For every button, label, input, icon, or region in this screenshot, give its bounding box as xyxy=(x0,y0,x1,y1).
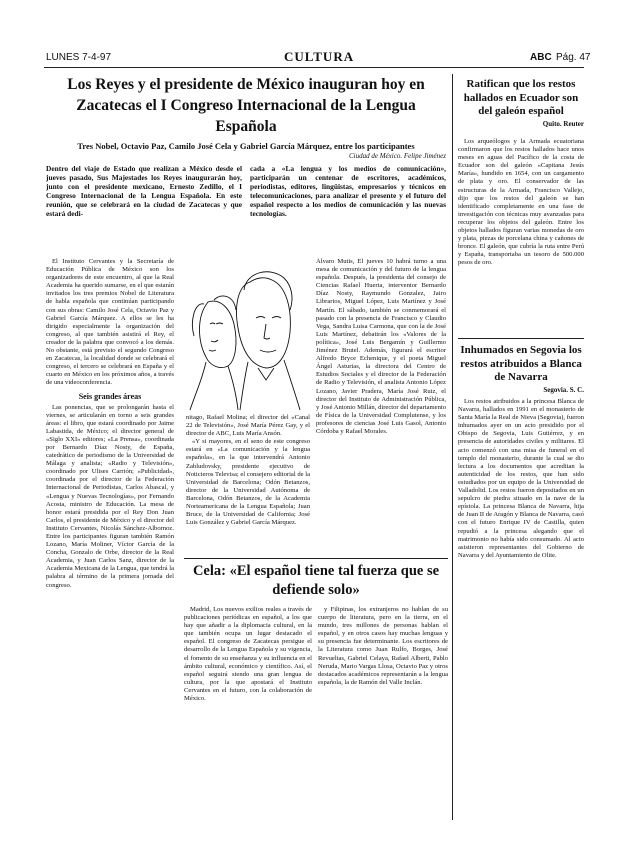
page-number: Pág. 47 xyxy=(556,52,591,63)
article-column-3: Álvaro Mutis, El jueves 10 habrá turno a una mesa de comunicación y del futuro de la lengua española. Después, la presidenta del consejo de Ciencias Rafael Huerta, interventor Bernardo Díaz Nosty, Raymundo Gonzalez, Jairo Librarios, Miguel López, Luis Martínez y José Martín. El sábado, también se conmemorará el pasado con la presencia de Francisco y Claudio Vega, Sandra Luisa Carmona, que con la de José Luis Martínez, debatirán los «Valores de la política», José Luis Bergamín y Guillermo Jiménez Brutel. Además, figurará el escritor Alfredo Bryce Echenique, y el poeta Miguel Ángel Asturias, la directora del Centro de Estudios Sociales y el director de la Federación de Radio y Televisión, el analista Antonio López Lozano, Javier Pradera, María José Ruiz, el director del Instituto de Administración Pública, y José Antonio Millán, director del departamento de Física de la Universidad Complutense, y los profesores de ciencias José Luis Gasol, Antonio Córdoba y Rafael Morales. xyxy=(316,258,446,435)
lead-left: Dentro del viaje de Estado que realizan a México desde el jueves pasado, Sus Majestades los Reyes inaugurarán hoy, junto con el presidente mexicano, Ernesto Zedillo, el I Congreso Internacional de la Lengua Española. En este reunión, que se celebrará en la ciudad de Zacatecas y que estará dedi- xyxy=(46,164,242,218)
portrait-illustration xyxy=(186,262,306,412)
main-headline: Los Reyes y el presidente de México inauguran hoy en Zacatecas el I Congreso Internacional de la Lengua Española xyxy=(67,76,425,135)
photo-caption: nitago, Rafael Molina; el director del «Canal 22 de Televisión», José María Pérez Gay, y el director de ABC, Luis María Ansón. «Y si mayores, en el seno de este congreso estará en «La comunicación y la lengua española», en la que intervendrá Antonio Zabludovsky, presidente ejecutivo de Noticieros Televisa; el consejero editorial de la Universidad de Barcelona; Odón Betanzos, director de la Universidad Autónoma de Barcelona, Odón Betanzos, de la Academia Norteamericana de la Lengua Española; Juan Bruce, de la Universidad de California; José Luis González y Gabriel García Márquez. xyxy=(186,414,310,527)
lead-right: cada a «La lengua y los medios de comunicación», participarán un centenar de escritores, académicos, periodistas, editores, lingüistas, empresarios y técnicos en telecomunicaciones, para analizar el presente y el futuro del español respecto a los medios de comunicación y las nuevas tecnologías. xyxy=(250,164,446,218)
right-headline: Ratifican que los restos hallados en Ecuador son del galeón español xyxy=(463,78,579,117)
second-headline: Inhumados en Segovia los restos atribuidos a Blanca de Navarra xyxy=(460,344,582,383)
main-headline-block xyxy=(46,74,446,162)
main-subhead: Tres Nobel, Octavio Paz, Camilo José Cela y Gabriel García Márquez, entre los participantes xyxy=(77,141,415,151)
right-article-2 xyxy=(458,344,584,396)
paper-name: ABC xyxy=(530,52,552,63)
second-byline: Segovia. S. C. xyxy=(543,385,584,394)
right-column-divider xyxy=(452,74,453,820)
right-article-1-body: Los arqueólogos y la Armada ecuatoriana confirmaron que los restos hallados hace unos meses en aguas del Pacífico de la costa de Ecuador son del galeón «Capitana Jesús María», hundido en 1654, con un cargamento de plata y oro. El conservador de las estructuras de la Armada, Francisco Vallejo, dijo que los restos del galeón se han identificado completamente en una fase de investigación con técnicas muy avanzadas para recuperar los objetos del galeón. Entre los objetos hallados figuran varias monedas de oro y plata, piezas de porcelana china y cañones de bronce. El galeón, que cubría la ruta entre Perú y España, transportaba un tesoro de 500.000 pesos de oro. xyxy=(458,138,584,267)
right-divider xyxy=(458,338,584,339)
cela-column-2: y Filipinas, los extranjeros no hablan de su cuerpo de literatura, pero en la tierra, en el mundo, tres millones de personas hablan el español, y en otros casos hay muchas lenguas y su presencia fue determinante. Los escritores de la Literatura como Juan Rulfo, Borges, José Revueltas, Gabriel Celaya, Rafael Alberti, Pablo Neruda, Mario Vargas Llosa, Octavio Paz y otros destacados académicos representarán a la lengua española, la de Ramón del Valle Inclán. xyxy=(318,606,448,686)
dateline: Ciudad de México. Felipe Jiménez xyxy=(349,152,446,160)
right-article-2-body: Los restos atribuidos a la princesa Blanca de Navarra, hallados en 1991 en el monasterio de Santa María la Real de Nieva (Segovia), fueron inhumados ayer en un acto presidido por el Obispo de Segovia, Luis Gutiérrez, y en presencia de autoridades civiles y militares. El acto comenzó con una misa de funeral en el templo del monasterio, durante la cual se dio lectura a los documentos que acreditan la autenticidad de los restos, que han sido estudiados por un equipo de la Universidad de Valladolid. Los restos fueron depositados en un sepulcro de piedra situado en la nave de la epístola. La princesa Blanca de Navarra, hija de Juan II de Aragón y Blanca de Navarra, casó con el futuro Enrique IV de Castilla, quien repudió a la princesa alegando que el matrimonio no había sido consumado. Al acto asistieron representantes del Gobierno de Navarra y del Ayuntamiento de Olite. xyxy=(458,398,584,559)
cela-column-1: Madrid, Los nuevos exilios reales a través de publicaciones periódicas en español, a los que hay que añadir a la diplomacia cultural, en la que también ocupa un lugar destacado el español. El congreso de Zacatecas persigue el desarrollo de la Lengua Española y su vigencia, el fomento de su enseñanza y su influencia en el ámbito cultural, económico y científico. Así, el español seguirá siendo una gran lengua de cultura, por la que apostará el Instituto Cervantes en el futuro, con la colaboración de México. xyxy=(184,606,312,703)
subheading-seis-areas: Seis grandes áreas xyxy=(78,391,142,401)
right-article-1 xyxy=(458,78,584,130)
cela-headline-block xyxy=(184,562,448,600)
cela-headline: Cela: «El español tiene tal fuerza que se defiende solo» xyxy=(192,563,440,598)
right-byline: Quito. Reuter xyxy=(542,119,584,128)
cela-top-rule xyxy=(184,558,448,559)
header-rule xyxy=(44,67,584,68)
header-date: LUNES 7-4-97 xyxy=(46,52,112,63)
section-label: CULTURA xyxy=(284,49,355,64)
article-column-1: El Instituto Cervantes y la Secretaría de Educación Pública de México son los organizadores de este encuentro, al que la Real Academia ha querido sumarse, en el que estarán invitados los tres premios Nobel de Literatura de habla española que continúan participando con sus obras: Camilo José Cela, Octavio Paz y Gabriel García Márquez. A ellos se les ha dirigido especialmente la organización del congreso, al que también asistirá el Rey, el creador de la palabra que convocó a los demás. No obstante, está previsto el segundo Congreso en Zacatecas, la localidad donde se celebrará el congreso, el tercero se celebrará en España y el cuarto en México en los próximos años, a través de una videoconferencia. Seis grandes áreas Las ponencias, que se prolongarán hasta el viernes, se articularán en torno a seis grandes áreas: el libro, que estará coordinado por Jaime Labastida, de México; el director general de «Siglo XXI» editores; «La Prensa», coordinada por Bernardo Díaz Nosty, de España, catedrático de periodismo de la Universidad de Málaga y analista; «Radio y Televisión», coordinado por Ulises Carrión; «Publicidad», coordinada por el director de la Federación Internacional de Periodistas, Carlos Abascal, y «Lengua y Nuevas Tecnologías», por Fernando Acosta, ministro de Educación. La mesa de honor estará presidida por el Rey Don Juan Carlos, el presidente de México y el director del Instituto Cervantes, Nicolás Sánchez-Albornoz. Entre los participantes figuran también Ramón Lozano, María Moliner, Víctor García de la Concha, Gonzalo de Orbe, director de la Real Academia, y Juan Carlos Sanz, director de la Academia Mexicana de la Lengua, que tendrá la palabra al término de la primera jornada del congreso. xyxy=(46,258,174,589)
